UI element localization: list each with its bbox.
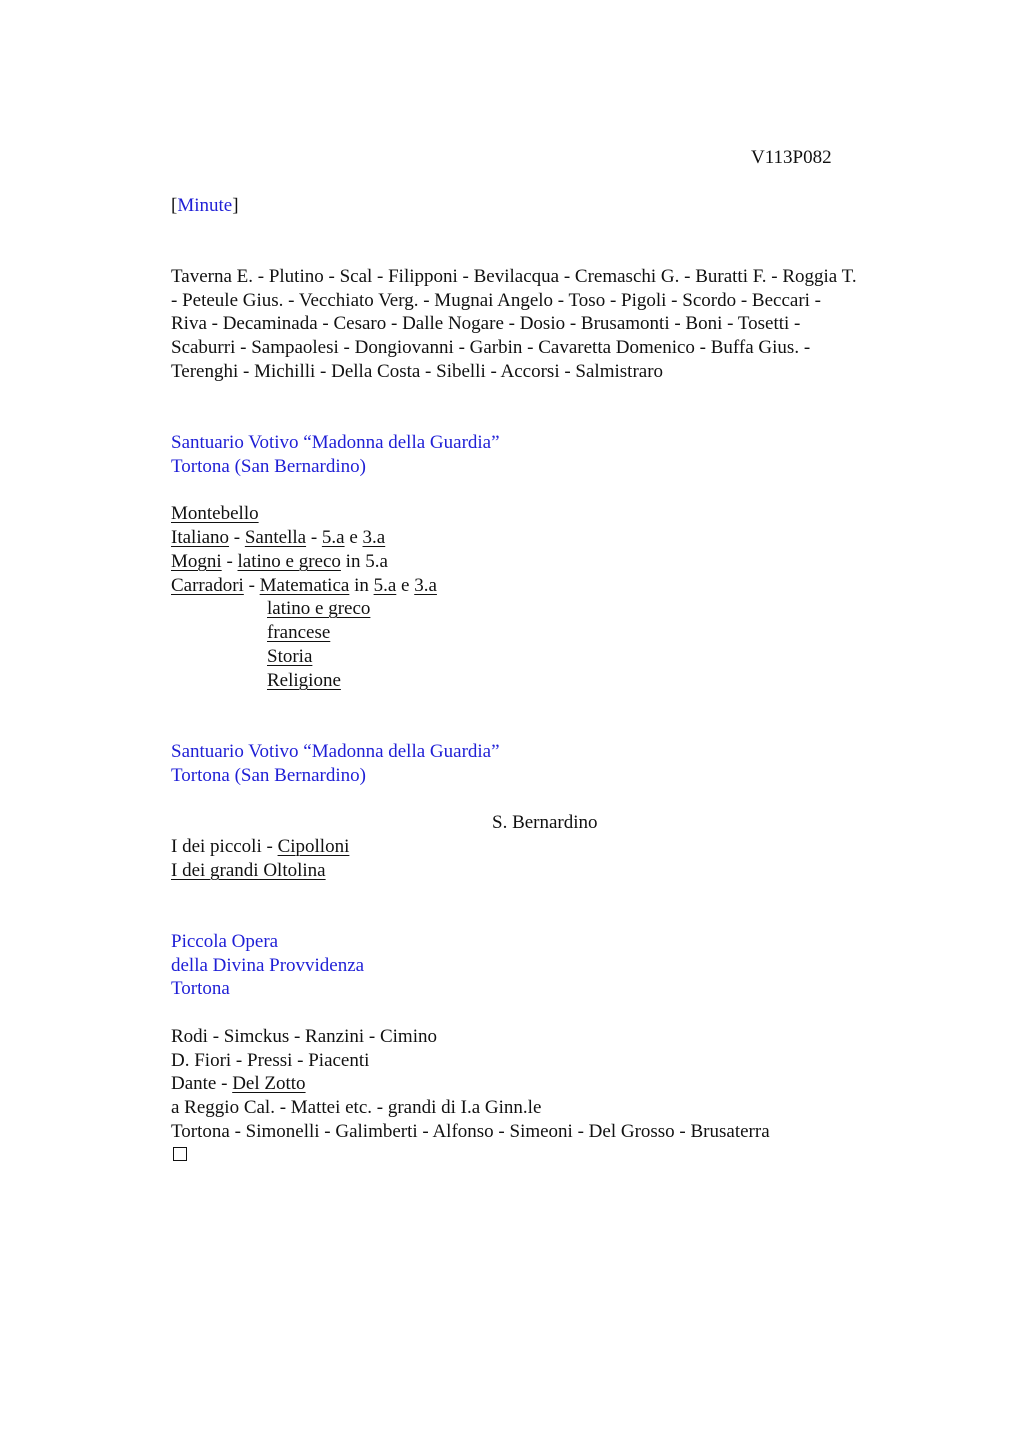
minute-label [171, 194, 239, 218]
montebello-row-2: Mogni - latino e greco in 5.a [171, 551, 388, 572]
names-line-1: Taverna E. - Plutino - Scal - Filipponi - Bevilacqua - Cremaschi G. - Buratti F. - Roggia T. [171, 266, 857, 287]
final-line-2: D. Fiori - Pressi - Piacenti [171, 1050, 370, 1071]
square-box-icon [173, 1147, 187, 1161]
montebello-row-1: Italiano - Santella - 5.a e 3.a [171, 527, 386, 548]
letterhead-1-line-2: Tortona (San Bernardino) [171, 456, 366, 477]
final-line-4: a Reggio Cal. - Mattei etc. - grandi di I.a Ginn.le [171, 1097, 542, 1118]
names-line-2: - Peteule Gius. - Vecchiato Verg. - Mugnai Angelo - Toso - Pigoli - Scordo - Beccari - [171, 290, 821, 311]
subject-item: francese [267, 622, 331, 643]
final-line-1: Rodi - Simckus - Ranzini - Cimino [171, 1026, 437, 1047]
subject-matematica: Matematica [259, 575, 350, 596]
letterhead-2-line-2: Tortona (San Bernardino) [171, 765, 366, 786]
teacher-mogni: Mogni [171, 551, 222, 572]
subject-item: latino e greco [267, 598, 371, 619]
letterhead-2-line-1: Santuario Votivo “Madonna della Guardia” [171, 741, 500, 762]
teacher-santella: Santella [244, 527, 307, 548]
final-line-5: Tortona - Simonelli - Galimberti - Alfonso - Simeoni - Del Grosso - Brusaterra [171, 1121, 770, 1142]
minute-text: Minute [177, 195, 233, 216]
subject-item: Religione [267, 670, 341, 691]
minute-bracket-close: ] [232, 195, 239, 216]
final-line-3: Dante - Del Zotto [171, 1073, 306, 1094]
class-5a: 5.a [321, 527, 345, 548]
minute-bracket-open: [ [171, 195, 178, 216]
document-code: V113P082 [751, 147, 832, 168]
class-3a: 3.a [414, 575, 437, 596]
name-cipolloni: Cipolloni [277, 836, 350, 857]
letterhead-3-line-3: Tortona [171, 978, 230, 999]
teacher-italiano: Italiano [171, 527, 230, 548]
letterhead-1-line-1: Santuario Votivo “Madonna della Guardia” [171, 432, 500, 453]
class-5a: 5.a [373, 575, 397, 596]
montebello-row-3: Carradori - Matematica in 5.a e 3.a [171, 575, 437, 596]
name-del-zotto: Del Zotto [232, 1073, 306, 1094]
teacher-carradori: Carradori [171, 575, 244, 596]
names-line-3: Riva - Decaminada - Cesaro - Dalle Nogare - Dosio - Brusamonti - Boni - Tosetti - [171, 313, 801, 334]
subject-latino-greco: latino e greco [237, 551, 341, 572]
montebello-title: Montebello [171, 503, 259, 524]
class-3a: 3.a [362, 527, 386, 548]
names-line-5: Terenghi - Michilli - Della Costa - Sibelli - Accorsi - Salmistraro [171, 361, 664, 382]
names-line-4: Scaburri - Sampaolesi - Dongiovanni - Garbin - Cavaretta Domenico - Buffa Gius. - [171, 337, 811, 358]
bernardino-heading: S. Bernardino [492, 812, 598, 833]
bernardino-row-2: I dei grandi Oltolina [171, 860, 326, 881]
bernardino-row-1: I dei piccoli - Cipolloni [171, 836, 350, 857]
letterhead-3-line-1: Piccola Opera [171, 931, 279, 952]
letterhead-3-line-2: della Divina Provvidenza [171, 955, 365, 976]
subject-item: Storia [267, 646, 313, 667]
